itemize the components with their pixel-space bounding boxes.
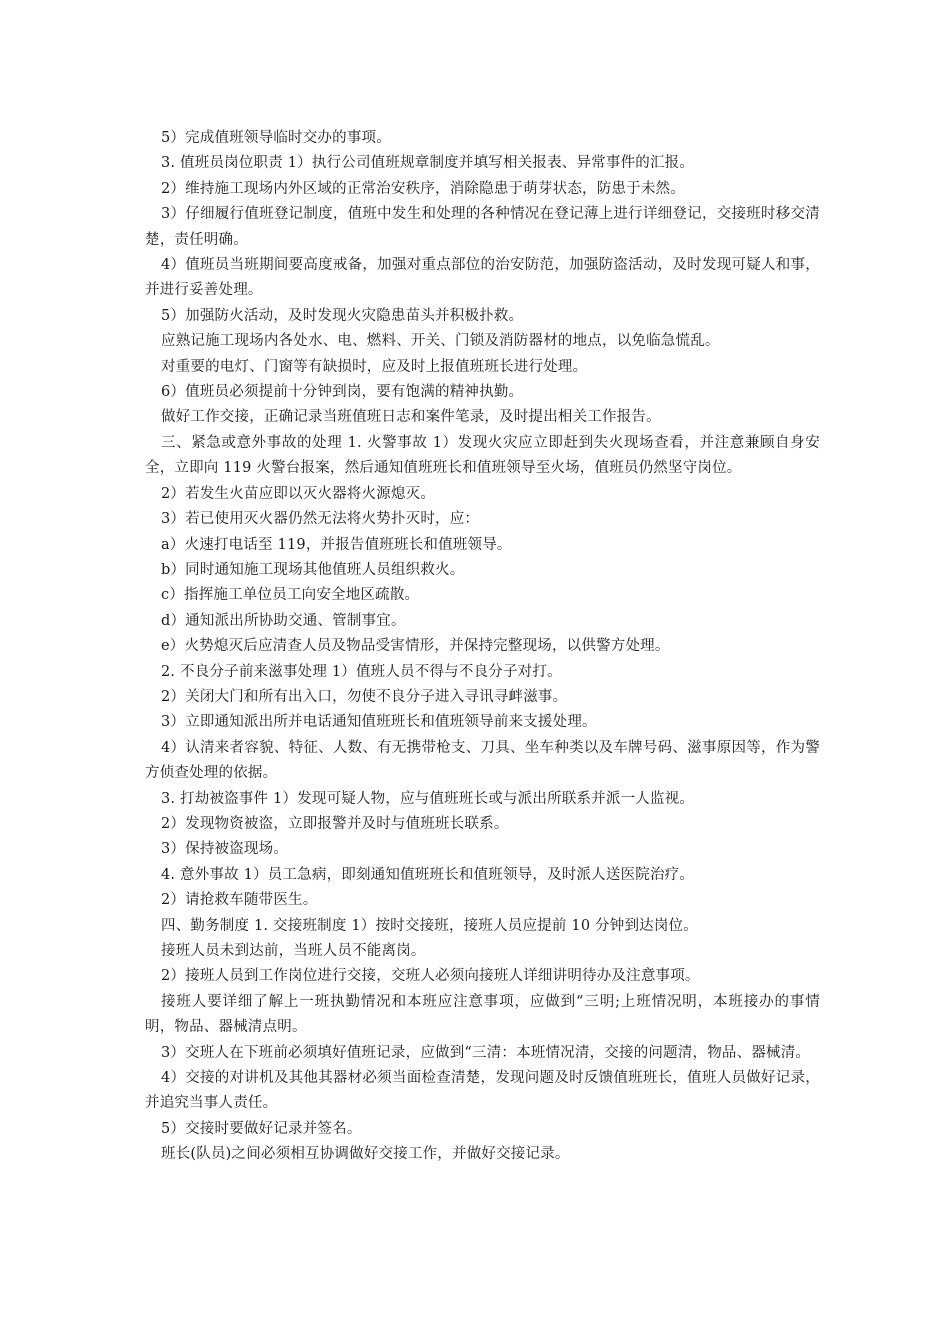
paragraph: 6）值班员必须提前十分钟到岗，要有饱满的精神执勤。 [161,384,524,401]
paragraph: 4）值班员当班期间要高度戒备，加强对重点部位的治安防范，加强防盗活动，及时发现可疑人和事，并进行妥善处理。 [145,257,820,299]
paragraph: d）通知派出所协助交通、管制事宜。 [161,612,406,629]
paragraph: c）指挥施工单位员工向安全地区疏散。 [161,587,420,604]
paragraph: 3）交班人在下班前必须填好值班记录，应做到“三清：本班情况清，交接的问题清，物品、器械清。 [161,1044,811,1061]
paragraph: 接班人要详细了解上一班执勤情况和本班应注意事项，应做到“三明;上班情况明，本班接办的事情明，物品、器械清点明。 [145,993,820,1036]
paragraph: 4. 意外事故 1）员工急病，即刻通知值班班长和值班领导，及时派人送医院治疗。 [161,866,695,883]
paragraph: e）火势熄灭后应清查人员及物品受害情形，并保持完整现场，以供警方处理。 [161,638,670,655]
document-body [145,126,820,1168]
paragraph: 2）关闭大门和所有出入口，勿使不良分子进入寻讯寻衅滋事。 [161,688,568,705]
paragraph: 3）若已使用灭火器仍然无法将火势扑灭时，应： [161,511,480,528]
paragraph: 应熟记施工现场内各处水、电、燃料、开关、门锁及消防器材的地点，以免临急慌乱。 [161,333,720,350]
paragraph: 5）加强防火活动，及时发现火灾隐患苗头并积极扑救。 [161,307,524,324]
paragraph: 做好工作交接，正确记录当班值班日志和案件笔录，及时提出相关工作报告。 [161,409,661,426]
paragraph: 2. 不良分子前来滋事处理 1）值班人员不得与不良分子对打。 [161,663,562,680]
paragraph: 3）立即通知派出所并电话通知值班班长和值班领导前来支援处理。 [161,714,597,731]
paragraph: b）同时通知施工现场其他值班人员组织救火。 [161,561,465,578]
paragraph: 班长(队员)之间必须相互协调做好交接工作，并做好交接记录。 [161,1146,570,1163]
paragraph: 2）接班人员到工作岗位进行交接，交班人必须向接班人详细讲明待办及注意事项。 [161,968,700,985]
paragraph: 4）交接的对讲机及其他其器材必须当面检查清楚，发现问题及时反馈值班班长，值班人员做好记录，并追究当事人责任。 [145,1070,820,1112]
paragraph: 3. 打劫被盗事件 1）发现可疑人物，应与值班班长或与派出所联系并派一人监视。 [161,790,695,807]
paragraph: 对重要的电灯、门窗等有缺损时，应及时上报值班班长进行处理。 [161,358,588,375]
paragraph: 2）发现物资被盗，立即报警并及时与值班班长联系。 [161,815,509,832]
paragraph: a）火速打电话至 119，并报告值班班长和值班领导。 [161,536,512,553]
paragraph: 2）若发生火苗应即以灭火器将火源熄灭。 [161,485,436,502]
paragraph: 四、勤务制度 1. 交接班制度 1）按时交接班，接班人员应提前 10 分钟到达岗位。 [161,917,698,934]
paragraph: 2）请抢救车随带医生。 [161,892,318,909]
paragraph: 3. 值班员岗位职责 1）执行公司值班规章制度并填写相关报表、异常事件的汇报。 [161,155,695,172]
paragraph: 5）完成值班领导临时交办的事项。 [161,130,391,146]
paragraph: 5）交接时要做好记录并签名。 [161,1120,362,1137]
paragraph: 4）认清来者容貌、特征、人数、有无携带枪支、刀具、坐车种类以及车牌号码、滋事原因等，作为警方侦查处理的依据。 [145,739,820,782]
paragraph: 接班人员未到达前，当班人员不能离岗。 [161,943,426,959]
paragraph: 三、紧急或意外事故的处理 1. 火警事故 1）发现火灾应立即赶到失火现场查看，并注意兼顾自身安全，立即向 119 火警台报案，然后通知值班班长和值班领导至火场，值班员仍然坚守岗位。 [145,434,820,477]
paragraph: 3）保持被盗现场。 [161,841,289,858]
paragraph: 3）仔细履行值班登记制度，值班中发生和处理的各种情况在登记薄上进行详细登记，交接班时移交清楚，责任明确。 [145,206,820,248]
paragraph: 2）维持施工现场内外区域的正常治安秩序，消除隐患于萌芽状态，防患于未然。 [161,180,685,197]
